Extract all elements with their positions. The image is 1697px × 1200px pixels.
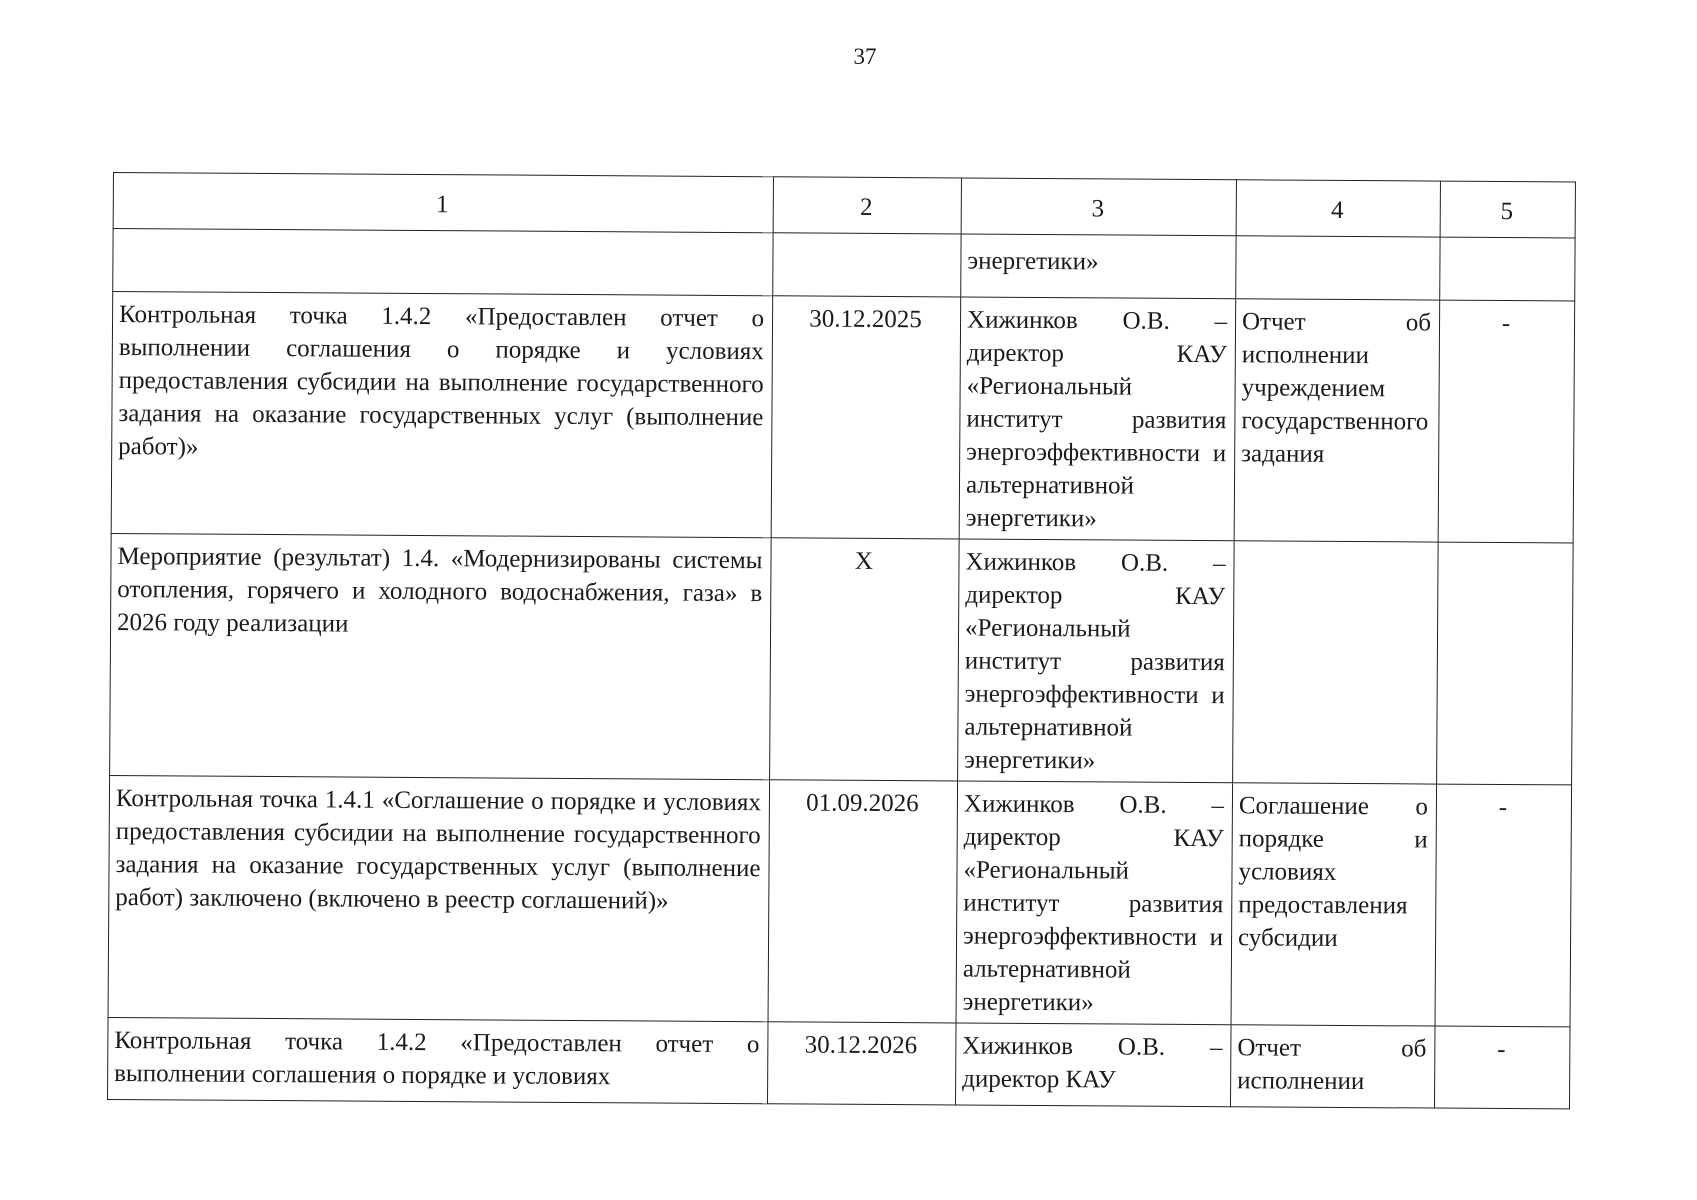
table-row — [108, 1017, 1570, 1108]
cell-document — [1233, 541, 1439, 784]
cell-document: Отчет об исполнении — [1230, 1025, 1435, 1108]
table-row — [113, 229, 1575, 301]
table-row — [108, 775, 1572, 1026]
cell-name: Контрольная точка 1.4.1 «Соглашение о порядке и условиях предоставления субсидии на выполнение государственного задания на оказание государственных услуг (выполнение работ) заключено (включено в реестр соглашений)» — [108, 775, 770, 1021]
page-number: 37 — [853, 44, 877, 69]
cell-note — [1440, 237, 1575, 301]
column-number-2: 2 — [773, 177, 961, 234]
cell-note: - — [1434, 1026, 1570, 1109]
cell-date: Х — [770, 538, 960, 781]
cell-note: - — [1435, 784, 1572, 1027]
cell-responsible: Хижинков О.В. – директор КАУ — [955, 1023, 1231, 1107]
cell-document: Соглашение о порядке и условиях предоставления субсидии — [1231, 783, 1437, 1026]
table-row — [111, 292, 1575, 543]
table-header-row — [113, 173, 1575, 238]
table-row — [110, 533, 1574, 784]
cell-name: Контрольная точка 1.4.2 «Предоставлен отчет о выполнении соглашения о порядке и условиях предоставления субсидии на выполнение государственного задания на оказание государственных услуг (выполнение работ)» — [111, 292, 773, 538]
cell-document: Отчет об исполнении учреждением государственного задания — [1234, 299, 1440, 542]
cell-date — [773, 233, 961, 297]
cell-note — [1437, 542, 1574, 785]
column-number-1: 1 — [113, 173, 773, 233]
cell-name: Мероприятие (результат) 1.4. «Модернизированы системы отопления, горячего и холодного водоснабжения, газа» в 2026 году реализации — [110, 533, 772, 779]
column-number-3: 3 — [961, 178, 1236, 236]
cell-note: - — [1438, 300, 1575, 543]
cell-date: 01.09.2026 — [768, 780, 958, 1023]
cell-document — [1236, 236, 1440, 300]
cell-responsible: энергетики» — [961, 234, 1236, 299]
cell-date: 30.12.2025 — [771, 296, 961, 539]
cell-date: 30.12.2026 — [767, 1022, 956, 1105]
cell-responsible: Хижинков О.В. – директор КАУ «Региональный институт развития энергоэффективности и альтернативной энергетики» — [956, 781, 1233, 1025]
cell-name: Контрольная точка 1.4.2 «Предоставлен отчет о выполнении соглашения о порядке и условиях — [108, 1017, 769, 1103]
column-number-5: 5 — [1440, 181, 1575, 238]
cell-name — [113, 229, 773, 296]
plan-table — [107, 172, 1576, 1109]
cell-responsible: Хижинков О.В. – директор КАУ «Региональный институт развития энергоэффективности и альтернативной энергетики» — [958, 539, 1235, 783]
cell-responsible: Хижинков О.В. – директор КАУ «Региональный институт развития энергоэффективности и альтернативной энергетики» — [959, 297, 1236, 541]
column-number-4: 4 — [1236, 180, 1440, 237]
